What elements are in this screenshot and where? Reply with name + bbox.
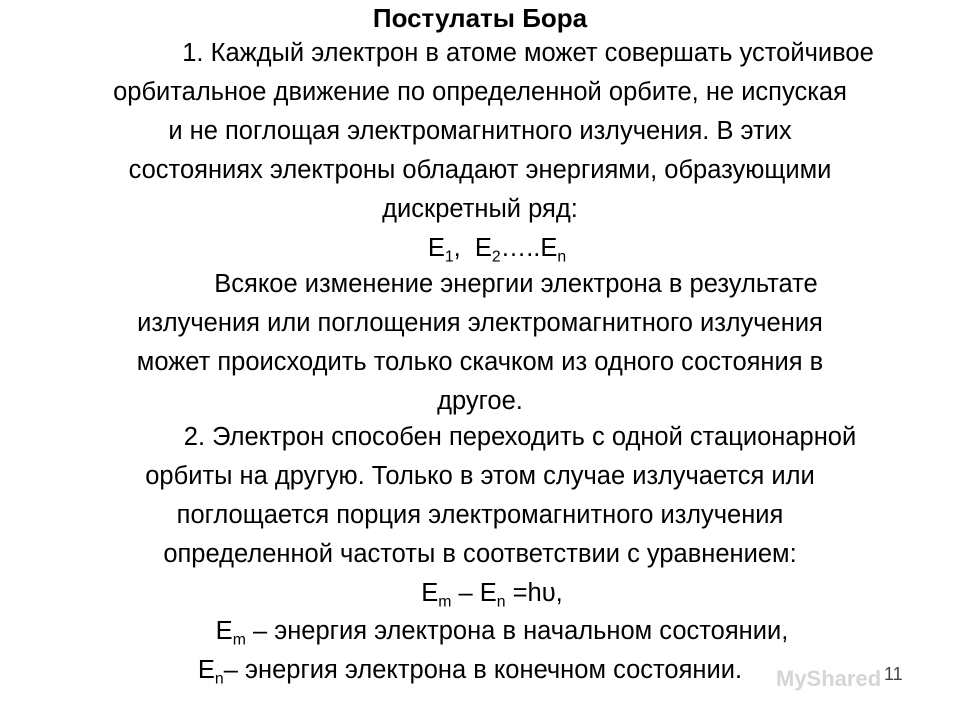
definition-text: – энергия электрона в начальном состоянии, bbox=[245, 617, 789, 645]
text-line: 1. Каждый электрон в атоме может совершать устойчивое bbox=[182, 39, 874, 67]
text-line: 2. Электрон способен переходить с одной стационарной bbox=[183, 423, 857, 451]
formula-rhs: =hυ, bbox=[505, 579, 563, 607]
text-line: поглощается порция электромагнитного излучения bbox=[176, 501, 784, 529]
energy-series-formula bbox=[0, 229, 960, 268]
subscript: 2 bbox=[491, 248, 501, 266]
text-line: дискретный ряд: bbox=[382, 195, 578, 223]
subscript: n bbox=[557, 248, 567, 266]
page-number: 11 bbox=[884, 664, 903, 684]
energy-change-paragraph bbox=[0, 265, 960, 421]
subscript: m bbox=[232, 631, 246, 649]
postulate-2-paragraph bbox=[0, 418, 960, 574]
minus-sign: – bbox=[451, 579, 480, 607]
energy-symbol: E bbox=[479, 579, 497, 607]
watermark-text: MyShared bbox=[776, 666, 882, 691]
energy-symbol: E bbox=[197, 656, 215, 684]
energy-symbol: E bbox=[474, 234, 492, 262]
text-line: орбитальное движение по определенной орбите, не испуская bbox=[113, 78, 847, 106]
text-line: определенной частоты в соответствии с уравнением: bbox=[163, 540, 797, 568]
separator: , bbox=[453, 234, 475, 262]
ellipsis: ….. bbox=[500, 234, 541, 262]
text-line: излучения или поглощения электромагнитного излучения bbox=[137, 309, 823, 337]
text-line: может происходить только скачком из одного состояния в bbox=[136, 348, 824, 376]
postulate-1-paragraph bbox=[0, 34, 960, 229]
text-line: орбиты на другую. Только в этом случае излучается или bbox=[145, 462, 815, 490]
transition-formula bbox=[0, 574, 960, 613]
energy-symbol: E bbox=[540, 234, 558, 262]
definition-text: – энергия электрона в конечном состоянии. bbox=[223, 656, 743, 684]
slide-title: Постулаты Бора bbox=[372, 3, 588, 33]
energy-symbol: E bbox=[427, 234, 445, 262]
energy-symbol: E bbox=[215, 617, 233, 645]
text-line: другое. bbox=[437, 387, 523, 415]
subscript: n bbox=[496, 593, 506, 611]
subscript: 1 bbox=[444, 248, 454, 266]
text-line: Всякое изменение энергии электрона в результате bbox=[214, 270, 818, 298]
subscript: n bbox=[214, 670, 224, 688]
text-line: состояниях электроны обладают энергиями, образующими bbox=[128, 156, 832, 184]
energy-symbol: E bbox=[421, 579, 439, 607]
text-line: и не поглощая электромагнитного излучения. В этих bbox=[168, 117, 792, 145]
definition-em bbox=[0, 612, 960, 651]
subscript: m bbox=[438, 593, 452, 611]
